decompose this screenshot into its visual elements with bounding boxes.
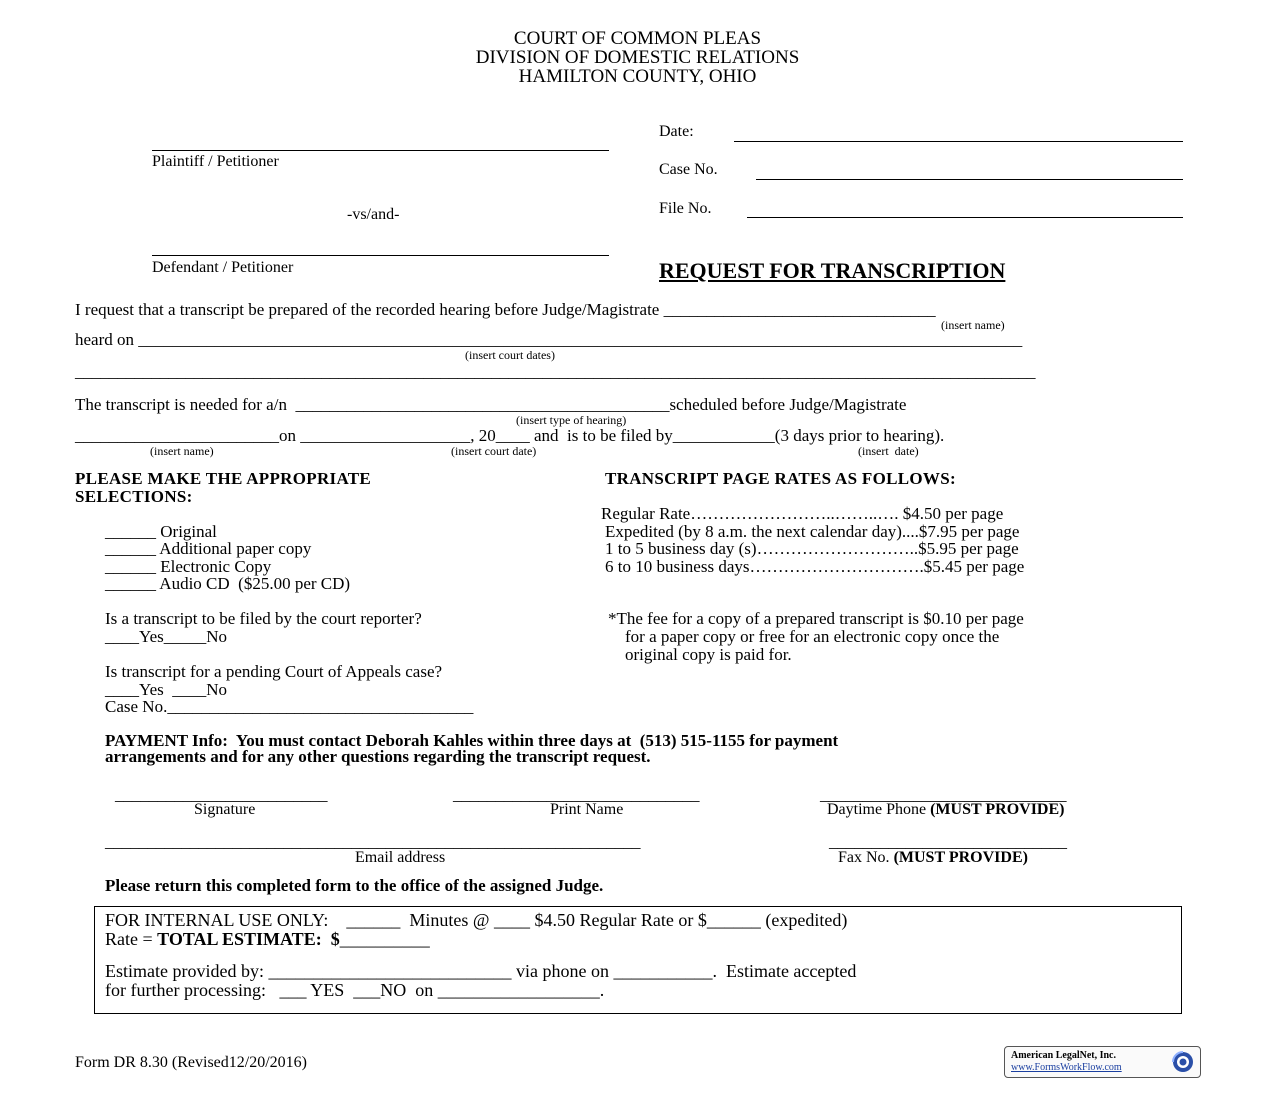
email-field[interactable]: _______________________________________________________________ — [105, 832, 641, 851]
hint-insert-court-dates: (insert court dates) — [465, 348, 555, 362]
date-field[interactable] — [734, 141, 1183, 142]
estimate-provided-line[interactable]: Estimate provided by: ___________________________ via phone on ___________. Estimate accepted — [105, 961, 857, 981]
signature-label: Signature — [194, 801, 256, 818]
request-line-blank[interactable]: _________________________________________________________________________________________________________________ — [75, 362, 1036, 381]
copy-fee-note-3: original copy is paid for. — [625, 645, 792, 664]
fax-label: Fax No. (MUST PROVIDE) — [838, 849, 1028, 866]
county-name: HAMILTON COUNTY, OHIO — [518, 66, 757, 87]
selections-heading-2: SELECTIONS: — [75, 487, 193, 506]
case-no-label: Case No. — [659, 161, 718, 178]
return-note: Please return this completed form to the office of the assigned Judge. — [105, 876, 604, 895]
option-additional-paper-copy[interactable]: ______ Additional paper copy — [105, 539, 312, 558]
option-audio-cd[interactable]: ______ Audio CD ($25.00 per CD) — [105, 574, 351, 593]
legalnet-badge[interactable] — [1004, 1046, 1201, 1078]
defendant-label: Defendant / Petitioner — [152, 259, 294, 276]
form-title: REQUEST FOR TRANSCRIPTION — [659, 258, 1006, 283]
fax-required-note: (MUST PROVIDE) — [893, 849, 1028, 866]
badge-url[interactable]: www.FormsWorkFlow.com — [1011, 1062, 1122, 1073]
hint-insert-date: (insert date) — [858, 444, 919, 458]
hint-insert-name: (insert name) — [941, 318, 1005, 332]
defendant-field[interactable] — [152, 255, 609, 256]
rate-regular: Regular Rate……………………..……..…. $4.50 per page — [601, 504, 1004, 523]
phone-field[interactable]: _____________________________ — [820, 785, 1067, 804]
file-no-label: File No. — [659, 200, 712, 217]
division-name: DIVISION OF DOMESTIC RELATIONS — [475, 47, 800, 68]
court-name: COURT OF COMMON PLEAS — [513, 28, 762, 49]
email-label: Email address — [355, 849, 446, 866]
phone-label: Daytime Phone (MUST PROVIDE) — [827, 801, 1065, 818]
request-line-judge[interactable]: I request that a transcript be prepared of the recorded hearing before Judge/Magistrate ________________________________ — [75, 300, 936, 319]
option-electronic-copy[interactable]: ______ Electronic Copy — [105, 557, 272, 576]
copy-fee-note: *The fee for a copy of a prepared transcript is $0.10 per page — [608, 609, 1024, 628]
form-id: Form DR 8.30 (Revised12/20/2016) — [75, 1054, 307, 1071]
request-line-filing[interactable]: ________________________on ____________________, 20____ and is to be filed by____________(3 days prior to hearing). — [75, 426, 945, 445]
badge-name: American LegalNet, Inc. — [1011, 1050, 1116, 1061]
phone-required-note: (MUST PROVIDE) — [930, 801, 1065, 818]
file-no-field[interactable] — [747, 217, 1183, 218]
date-label: Date: — [659, 123, 694, 140]
total-estimate-line[interactable]: Rate = TOTAL ESTIMATE: $__________ — [105, 929, 430, 949]
question-court-reporter: Is a transcript to be filed by the court reporter? — [105, 609, 422, 628]
rate-6-to-10-days: 6 to 10 business days………………………….$5.45 per page — [605, 557, 1025, 576]
request-line-hearing-type[interactable]: The transcript is needed for a/n ____________________________________________scheduled before Judge/Magistrate — [75, 395, 907, 414]
plaintiff-field[interactable] — [152, 150, 609, 151]
hint-insert-hearing-type: (insert type of hearing) — [516, 413, 627, 427]
globe-icon — [1170, 1050, 1196, 1074]
hint-insert-court-date: (insert court date) — [451, 444, 537, 458]
appeals-case-no-field[interactable]: Case No.____________________________________ — [105, 697, 474, 716]
answer-court-reporter[interactable]: ____Yes_____No — [105, 627, 228, 646]
fax-field[interactable]: ____________________________ — [829, 832, 1067, 851]
further-processing-line[interactable]: for further processing: ___ YES ___NO on __________________. — [105, 980, 605, 1000]
vs-label: -vs/and- — [347, 206, 400, 223]
plaintiff-label: Plaintiff / Petitioner — [152, 153, 279, 170]
rate-expedited: Expedited (by 8 a.m. the next calendar day)....$7.95 per page — [605, 522, 1020, 541]
request-line-dates[interactable]: heard on ________________________________________________________________________________________________________ — [75, 330, 1023, 349]
internal-use-line[interactable]: FOR INTERNAL USE ONLY: ______ Minutes @ ____ $4.50 Regular Rate or $______ (expedited) — [105, 910, 848, 930]
print-name-field[interactable]: _____________________________ — [453, 785, 700, 804]
payment-info-2: arrangements and for any other questions regarding the transcript request. — [105, 747, 651, 766]
hint-insert-name-2: (insert name) — [150, 444, 214, 458]
payment-info: PAYMENT Info: You must contact Deborah Kahles within three days at (513) 515-1155 for payment — [105, 731, 839, 750]
print-name-label: Print Name — [550, 801, 624, 818]
rate-1-to-5-days: 1 to 5 business day (s)………………………..$5.95 per page — [605, 539, 1019, 558]
question-appeals-case: Is transcript for a pending Court of Appeals case? — [105, 662, 443, 681]
selections-heading: PLEASE MAKE THE APPROPRIATE — [75, 469, 372, 488]
copy-fee-note-2: for a paper copy or free for an electronic copy once the — [625, 627, 1000, 646]
total-estimate-label: TOTAL ESTIMATE: $ — [157, 929, 340, 949]
answer-appeals-case[interactable]: ____Yes ____No — [105, 680, 228, 699]
rates-heading: TRANSCRIPT PAGE RATES AS FOLLOWS: — [605, 469, 956, 488]
case-no-field[interactable] — [756, 179, 1183, 180]
signature-field[interactable]: _________________________ — [115, 785, 328, 804]
option-original[interactable]: ______ Original — [105, 522, 217, 541]
